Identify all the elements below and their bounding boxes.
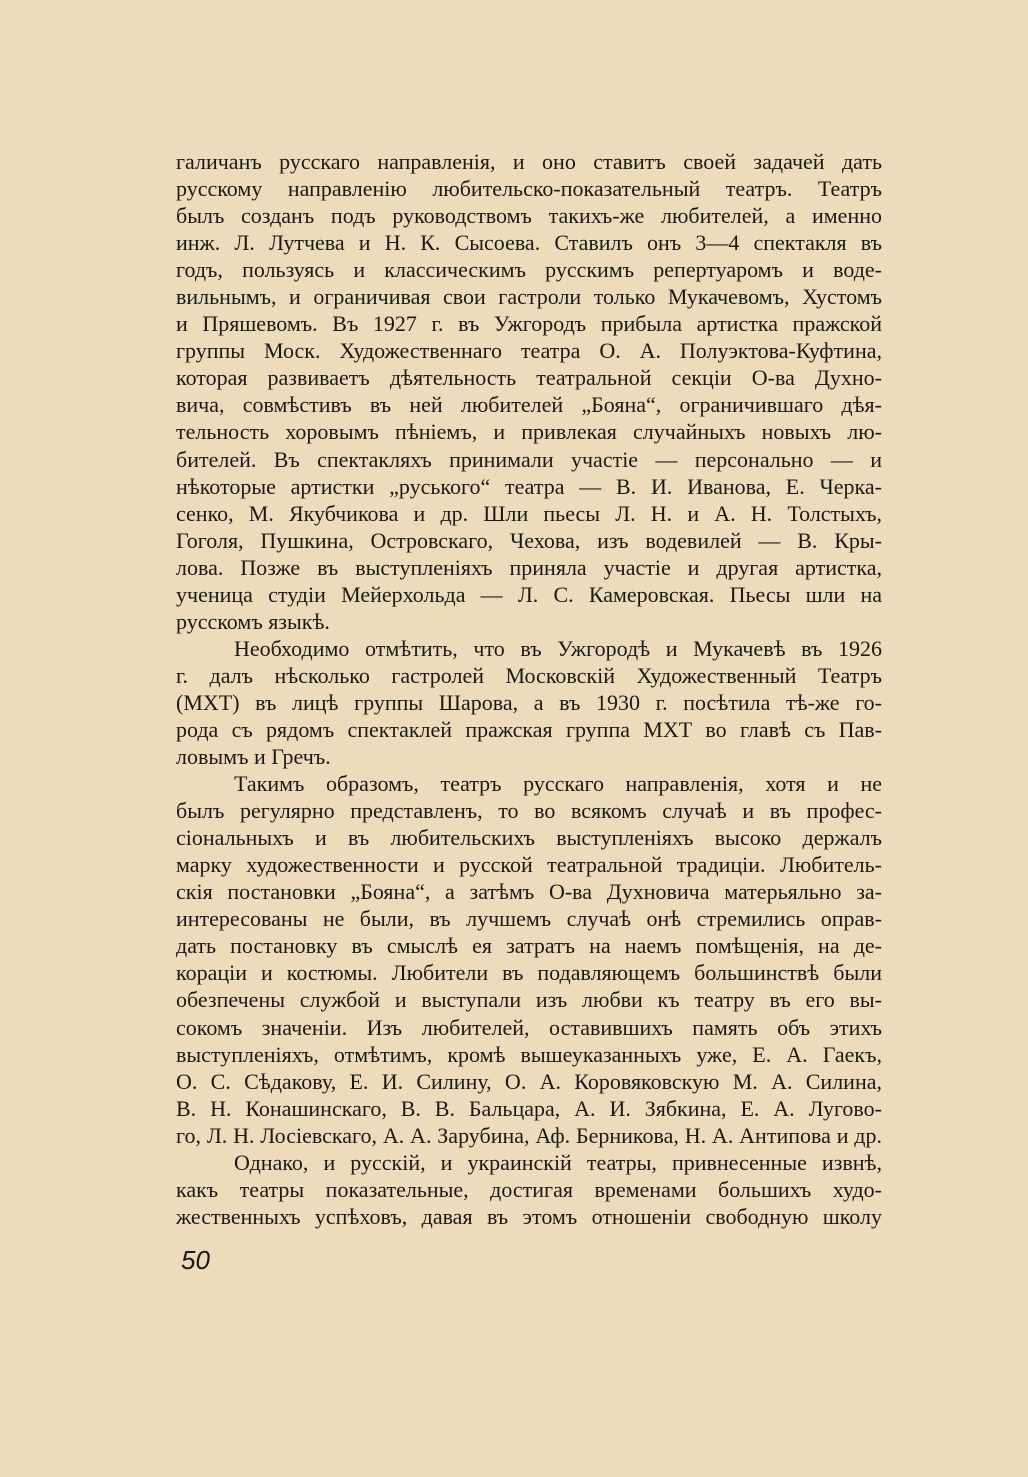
text-line: дать постановку въ смыслѣ ея затратъ на наемъ помѣщенія, на де-: [176, 933, 882, 959]
text-line: Однако, и русскій, и украинскій театры, привнесенные извнѣ,: [234, 1149, 882, 1175]
text-line: вильнымъ, и ограничивая свои гастроли только Мукачевомъ, Хустомъ: [176, 284, 882, 310]
text-line: и Пряшевомъ. Въ 1927 г. въ Ужгородъ прибыла артистка пражской: [176, 311, 882, 337]
text-line: марку художественности и русской театральной традиціи. Любитель-: [176, 852, 882, 878]
text-line: какъ театры показательные, достигая временами большихъ худо-: [176, 1176, 882, 1202]
text-line: былъ созданъ подъ руководствомъ такихъ-же любителей, а именно: [176, 203, 882, 229]
text-line: сокомъ значеніи. Изъ любителей, оставившихъ память объ этихъ: [176, 1014, 882, 1040]
text-line: рода съ рядомъ спектаклей пражская группа МХТ во главѣ съ Пав-: [176, 716, 882, 742]
text-line: нѣкоторые артистки „руського“ театра — В. И. Иванова, Е. Черка-: [176, 473, 882, 499]
body-text: [176, 148, 882, 1230]
text-line: ловымъ и Гречъ.: [176, 744, 331, 770]
text-line: (МХТ) въ лицѣ группы Шарова, а въ 1930 г. посѣтила тѣ-же го-: [176, 689, 882, 715]
text-line: ученица студіи Мейерхольда — Л. С. Камеровская. Пьесы шли на: [176, 581, 882, 607]
text-line: галичанъ русскаго направленія, и оно ставитъ своей задачей дать: [176, 149, 882, 174]
text-line: группы Моск. Художественнаго театра О. А. Полуэктова-Куфтина,: [176, 338, 882, 364]
text-line: которая развиваетъ дѣятельность театральной секціи О-ва Духно-: [176, 365, 882, 391]
text-line: русскомъ языкѣ.: [176, 608, 330, 634]
text-line: былъ регулярно представленъ, то во всякомъ случаѣ и въ профес-: [176, 798, 882, 824]
text-line: выступленіяхъ, отмѣтимъ, кромѣ вышеуказанныхъ уже, Е. А. Гаекъ,: [176, 1041, 882, 1067]
text-line: обезпечены службой и выступали изъ любви къ театру въ его вы-: [176, 987, 882, 1013]
text-line: русскому направленію любительско-показательный театръ. Театръ: [176, 176, 882, 202]
text-line: интересованы не были, въ лучшемъ случаѣ онѣ стремились оправ-: [176, 906, 882, 932]
text-line: го, Л. Н. Лосіевскаго, А. А. Зарубина, Аф. Берникова, Н. А. Антипова и др.: [176, 1122, 882, 1148]
text-line: вича, совмѣстивъ въ ней любителей „Бояна“, ограничившаго дѣя-: [176, 392, 882, 418]
text-line: жественныхъ успѣховъ, давая въ этомъ отношеніи свободную школу: [176, 1203, 882, 1229]
text-line: г. далъ нѣсколько гастролей Московскій Художественный Театръ: [176, 662, 882, 688]
text-line: кораціи и костюмы. Любители въ подавляющемъ большинствѣ были: [176, 960, 882, 986]
page-number: 50: [181, 1245, 210, 1275]
text-line: бителей. Въ спектакляхъ принимали участіе — персонально — и: [176, 446, 882, 472]
text-line: Гоголя, Пушкина, Островскаго, Чехова, изъ водевилей — В. Кры-: [176, 527, 882, 553]
text-line: О. С. Сѣдакову, Е. И. Силину, О. А. Коровяковскую М. А. Силина,: [176, 1068, 882, 1094]
text-line: Необходимо отмѣтить, что въ Ужгородѣ и Мукачевѣ въ 1926: [234, 635, 882, 661]
text-line: годъ, пользуясь и классическимъ русскимъ репертуаромъ и воде-: [176, 257, 882, 283]
text-line: лова. Позже въ выступленіяхъ приняла участіе и другая артистка,: [176, 554, 882, 580]
text-line: сіональныхъ и въ любительскихъ выступленіяхъ высоко держалъ: [176, 825, 882, 851]
text-line: тельность хоровымъ пѣніемъ, и привлекая случайныхъ новыхъ лю-: [176, 419, 882, 445]
text-line: В. Н. Конашинскаго, В. В. Бальцара, А. И. Зябкина, Е. А. Лугово-: [176, 1095, 882, 1121]
text-line: инж. Л. Лутчева и Н. К. Сысоева. Ставилъ онъ 3—4 спектакля въ: [176, 230, 882, 256]
text-line: сенко, М. Якубчикова и др. Шли пьесы Л. Н. и А. Н. Толстыхъ,: [176, 500, 882, 526]
text-line: Такимъ образомъ, театръ русскаго направленія, хотя и не: [234, 771, 882, 797]
text-line: скія постановки „Бояна“, а затѣмъ О-ва Духновича матерьяльно за-: [176, 879, 882, 905]
